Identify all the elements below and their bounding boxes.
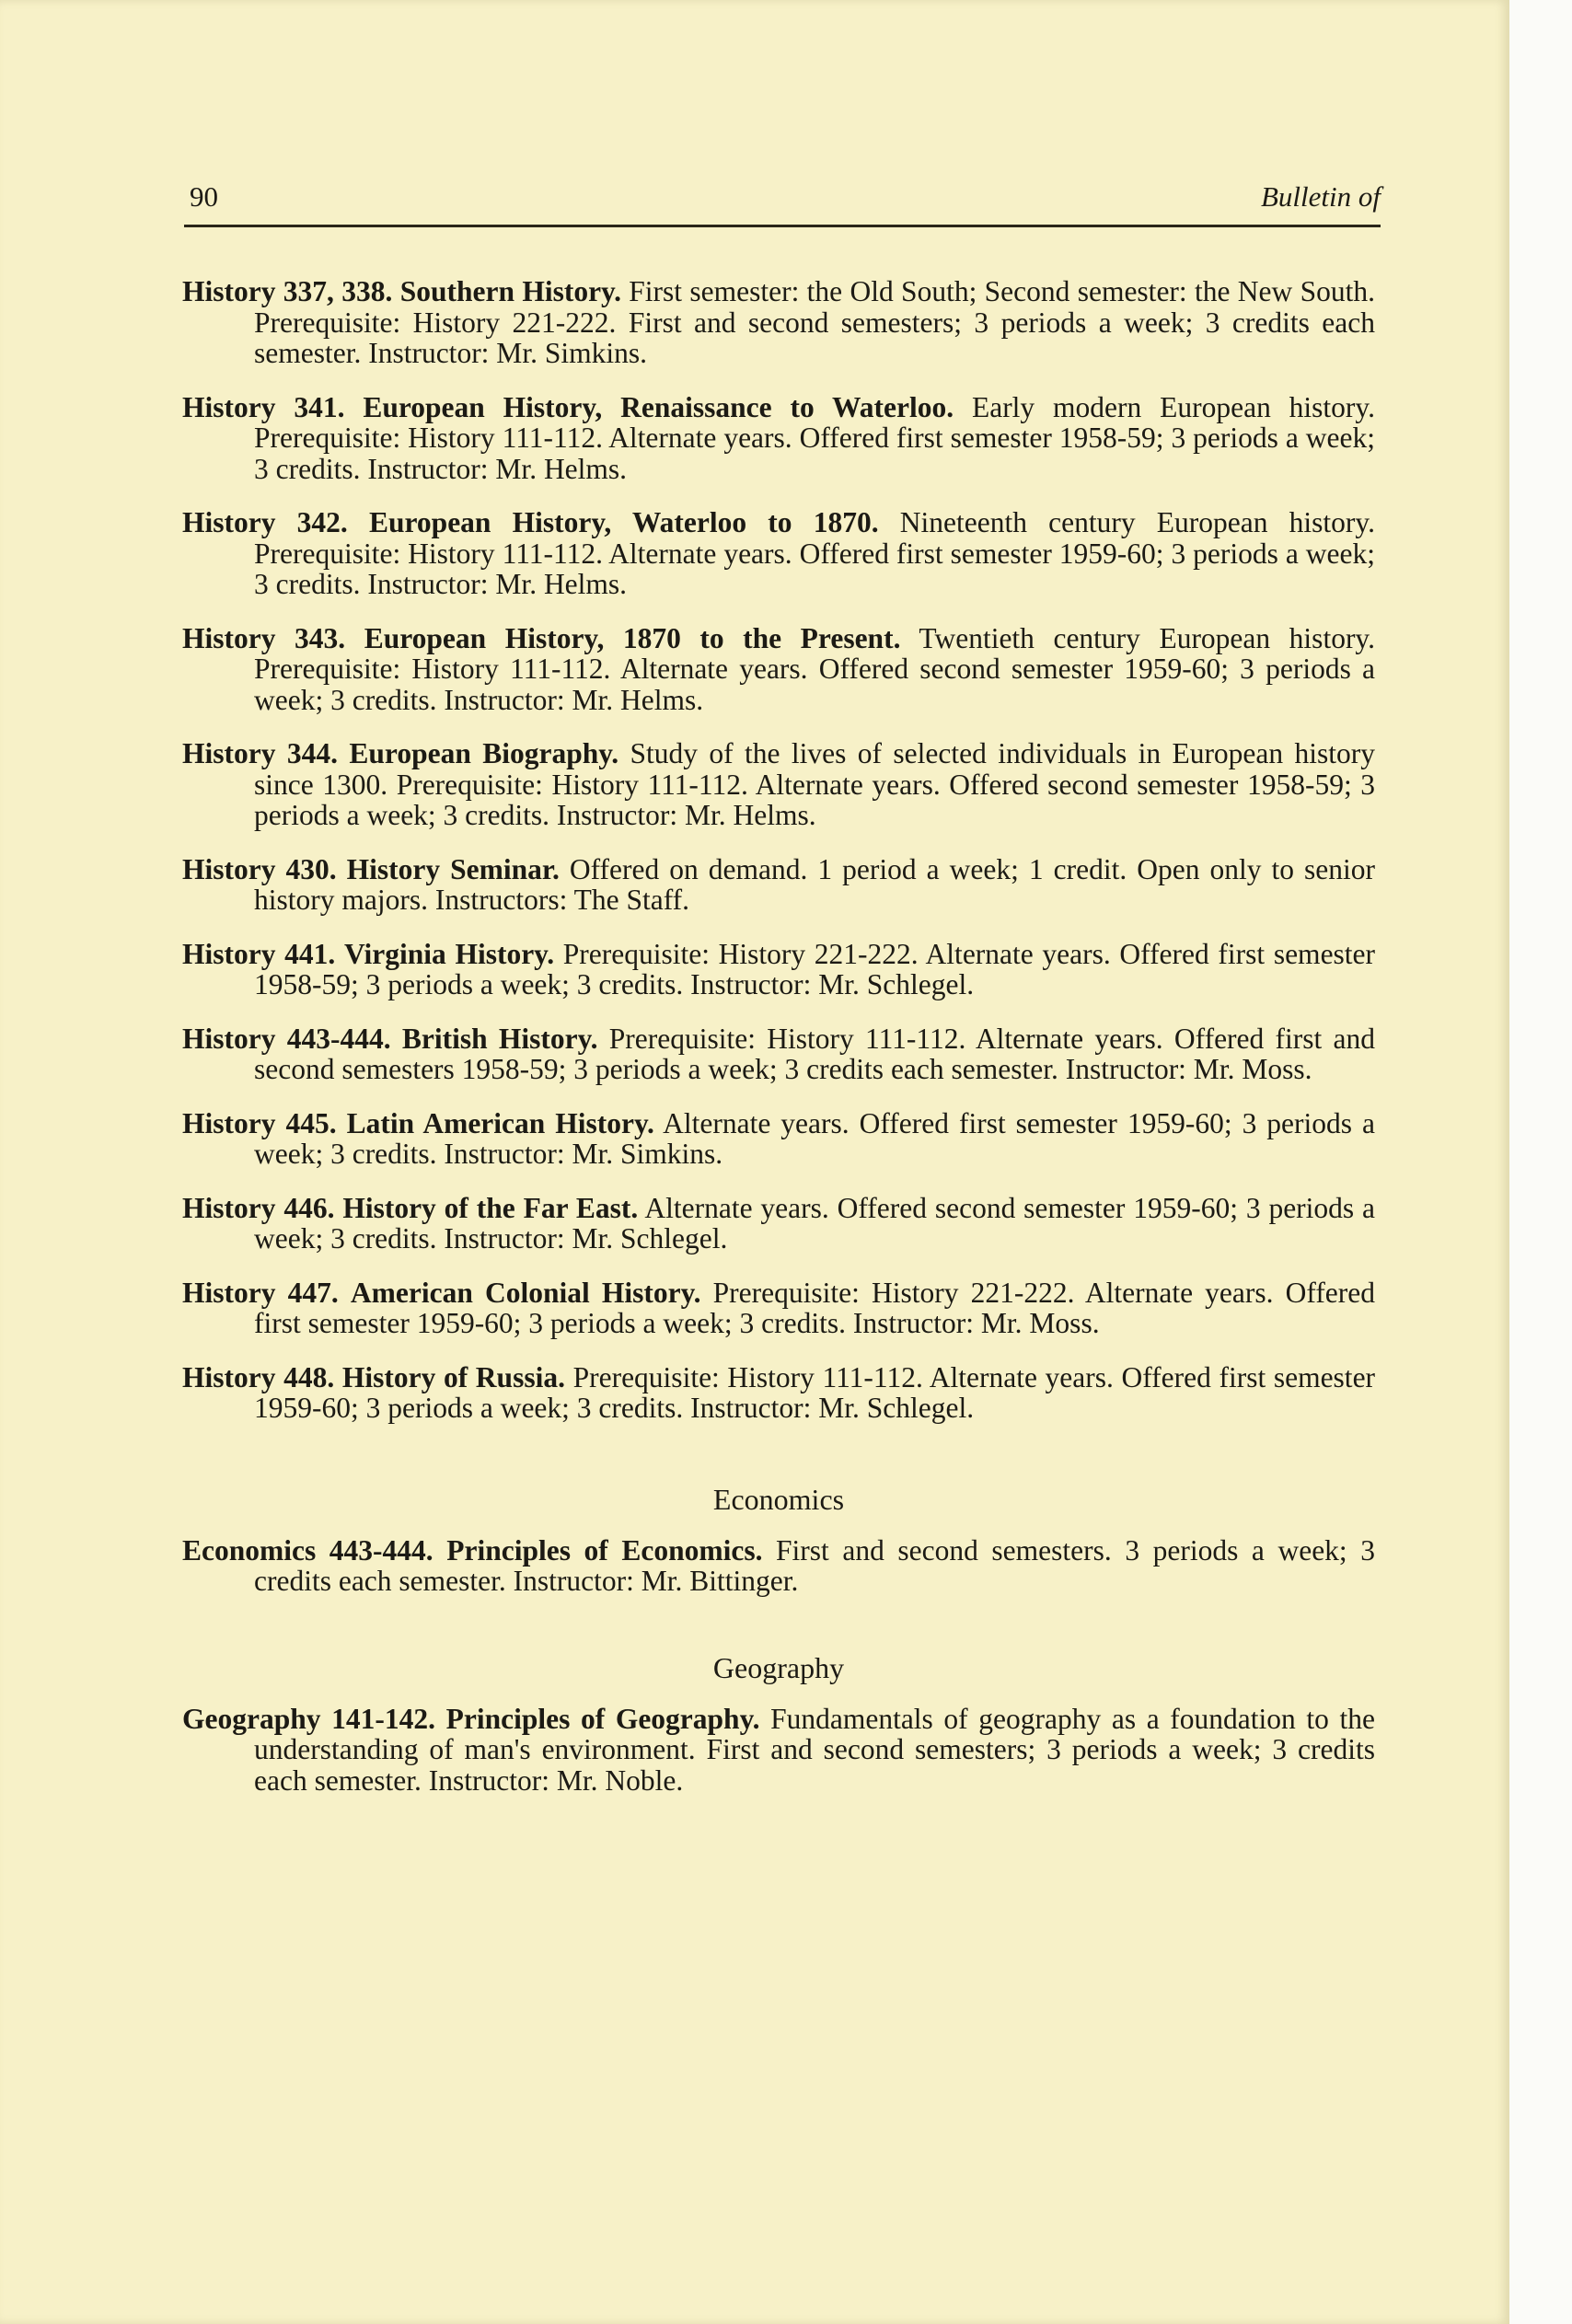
course-title: European History, 1870 to the Present. <box>364 621 901 654</box>
course-entry <box>182 939 1375 1000</box>
section-heading-geography: Geography <box>712 1650 845 1684</box>
course-entry <box>182 392 1375 485</box>
course-description: Offered on demand. 1 period a week; 1 credit. Open only to senior history majors. Instructors: The Staff. <box>254 852 1375 916</box>
course-entry <box>182 276 1375 369</box>
course-entry <box>182 1362 1375 1424</box>
course-code: History 341. <box>182 390 345 423</box>
course-entry <box>182 507 1375 600</box>
course-code: Geography 141-142. <box>182 1702 435 1735</box>
course-entry <box>182 1278 1375 1339</box>
course-code: History 344. <box>182 737 338 769</box>
course-entry <box>182 1023 1375 1085</box>
course-code: History 448. <box>182 1360 335 1393</box>
page-number: 90 <box>190 180 218 213</box>
course-title: History of the Far East. <box>342 1191 639 1224</box>
course-title: Virginia History. <box>343 937 555 970</box>
course-code: History 447. <box>182 1276 339 1309</box>
course-description: Prerequisite: History 221-222. Alternate years. Offered first semester 1959-60; 3 periods a week; 3 credits. Instructor: Mr. Moss. <box>254 1276 1376 1339</box>
course-description: Prerequisite: History 221-222. Alternate years. Offered first semester 1958-59; 3 periods a week; 3 credits. Instructor: Mr. Schlegel. <box>254 937 1376 1000</box>
running-title: Bulletin of <box>1260 180 1381 213</box>
course-description: First and second semesters. 3 periods a week; 3 credits each semester. Instructor: Mr. Bittinger. <box>254 1533 1375 1597</box>
course-description: Nineteenth century European history. Prerequisite: History 111-112. Alternate years. Offered first semester 1959-60; 3 periods a week; 3 credits. Instructor: Mr. Helms. <box>254 506 1375 600</box>
course-description: Study of the lives of selected individuals in European history since 1300. Prerequisite: History 111-112. Alternate years. Offered second semester 1958-59; 3 periods a week; 3 credits. Instructor: Mr. Helms. <box>254 737 1376 831</box>
course-code: Economics 443-444. <box>182 1533 433 1567</box>
course-title: Principles of Geography. <box>445 1702 760 1735</box>
course-entry <box>182 623 1375 716</box>
course-description: First semester: the Old South; Second semester: the New South. Prerequisite: History 221-222. First and second semesters; 3 periods a week; 3 credits each semester. Instructor: Mr. Simkins. <box>254 275 1375 369</box>
course-code: History 446. <box>182 1191 335 1224</box>
course-code: History 342. <box>182 506 348 538</box>
scan-margin <box>1509 0 1572 2324</box>
course-entry <box>182 1193 1375 1254</box>
course-description: Prerequisite: History 111-112. Alternate years. Offered first semester 1959-60; 3 periods a week; 3 credits. Instructor: Mr. Schlegel. <box>254 1360 1376 1424</box>
course-entry <box>182 738 1375 831</box>
section-heading-economics: Economics <box>712 1482 845 1516</box>
course-code: History 445. <box>182 1106 337 1139</box>
course-title: Principles of Economics. <box>446 1533 763 1567</box>
course-title: History of Russia. <box>341 1360 565 1393</box>
course-title: British History. <box>401 1022 598 1055</box>
course-title: History Seminar. <box>346 852 560 885</box>
course-code: History 430. <box>182 852 337 885</box>
course-code: History 443-444. <box>182 1022 391 1055</box>
course-title: European Biography. <box>349 737 619 769</box>
page-header <box>184 180 1381 226</box>
course-entry <box>182 1535 1375 1597</box>
course-title: European History, Renaissance to Waterloo. <box>363 390 954 423</box>
course-entry <box>182 1108 1375 1170</box>
course-description: Fundamentals of geography as a foundation to the understanding of man's environment. First and second semesters; 3 periods a week; 3 credits each semester. Instructor: Mr. Noble. <box>254 1702 1376 1797</box>
course-description: Prerequisite: History 111-112. Alternate years. Offered first and second semesters 1958-59; 3 periods a week; 3 credits each semester. Instructor: Mr. Moss. <box>254 1022 1376 1085</box>
course-title: Southern History. <box>399 275 621 307</box>
course-code: History 343. <box>182 621 346 654</box>
course-listing <box>182 276 1375 1819</box>
course-title: Latin American History. <box>346 1106 654 1139</box>
course-code: History 337, 338. <box>182 275 393 307</box>
course-title: American Colonial History. <box>350 1276 701 1309</box>
course-entry <box>182 1704 1375 1797</box>
course-entry <box>182 854 1375 916</box>
header-rule <box>184 225 1381 227</box>
course-title: European History, Waterloo to 1870. <box>368 506 879 538</box>
course-code: History 441. <box>182 937 336 970</box>
course-description: Alternate years. Offered second semester 1959-60; 3 periods a week; 3 credits. Instructor: Mr. Schlegel. <box>254 1191 1376 1254</box>
course-description: Twentieth century European history. Prerequisite: History 111-112. Alternate years. Offered second semester 1959-60; 3 periods a week; 3 credits. Instructor: Mr. Helms. <box>254 621 1376 716</box>
course-description: Early modern European history. Prerequisite: History 111-112. Alternate years. Offered first semester 1958-59; 3 periods a week; 3 credits. Instructor: Mr. Helms. <box>254 390 1376 485</box>
course-description: Alternate years. Offered first semester 1959-60; 3 periods a week; 3 credits. Instructor: Mr. Simkins. <box>254 1106 1375 1170</box>
